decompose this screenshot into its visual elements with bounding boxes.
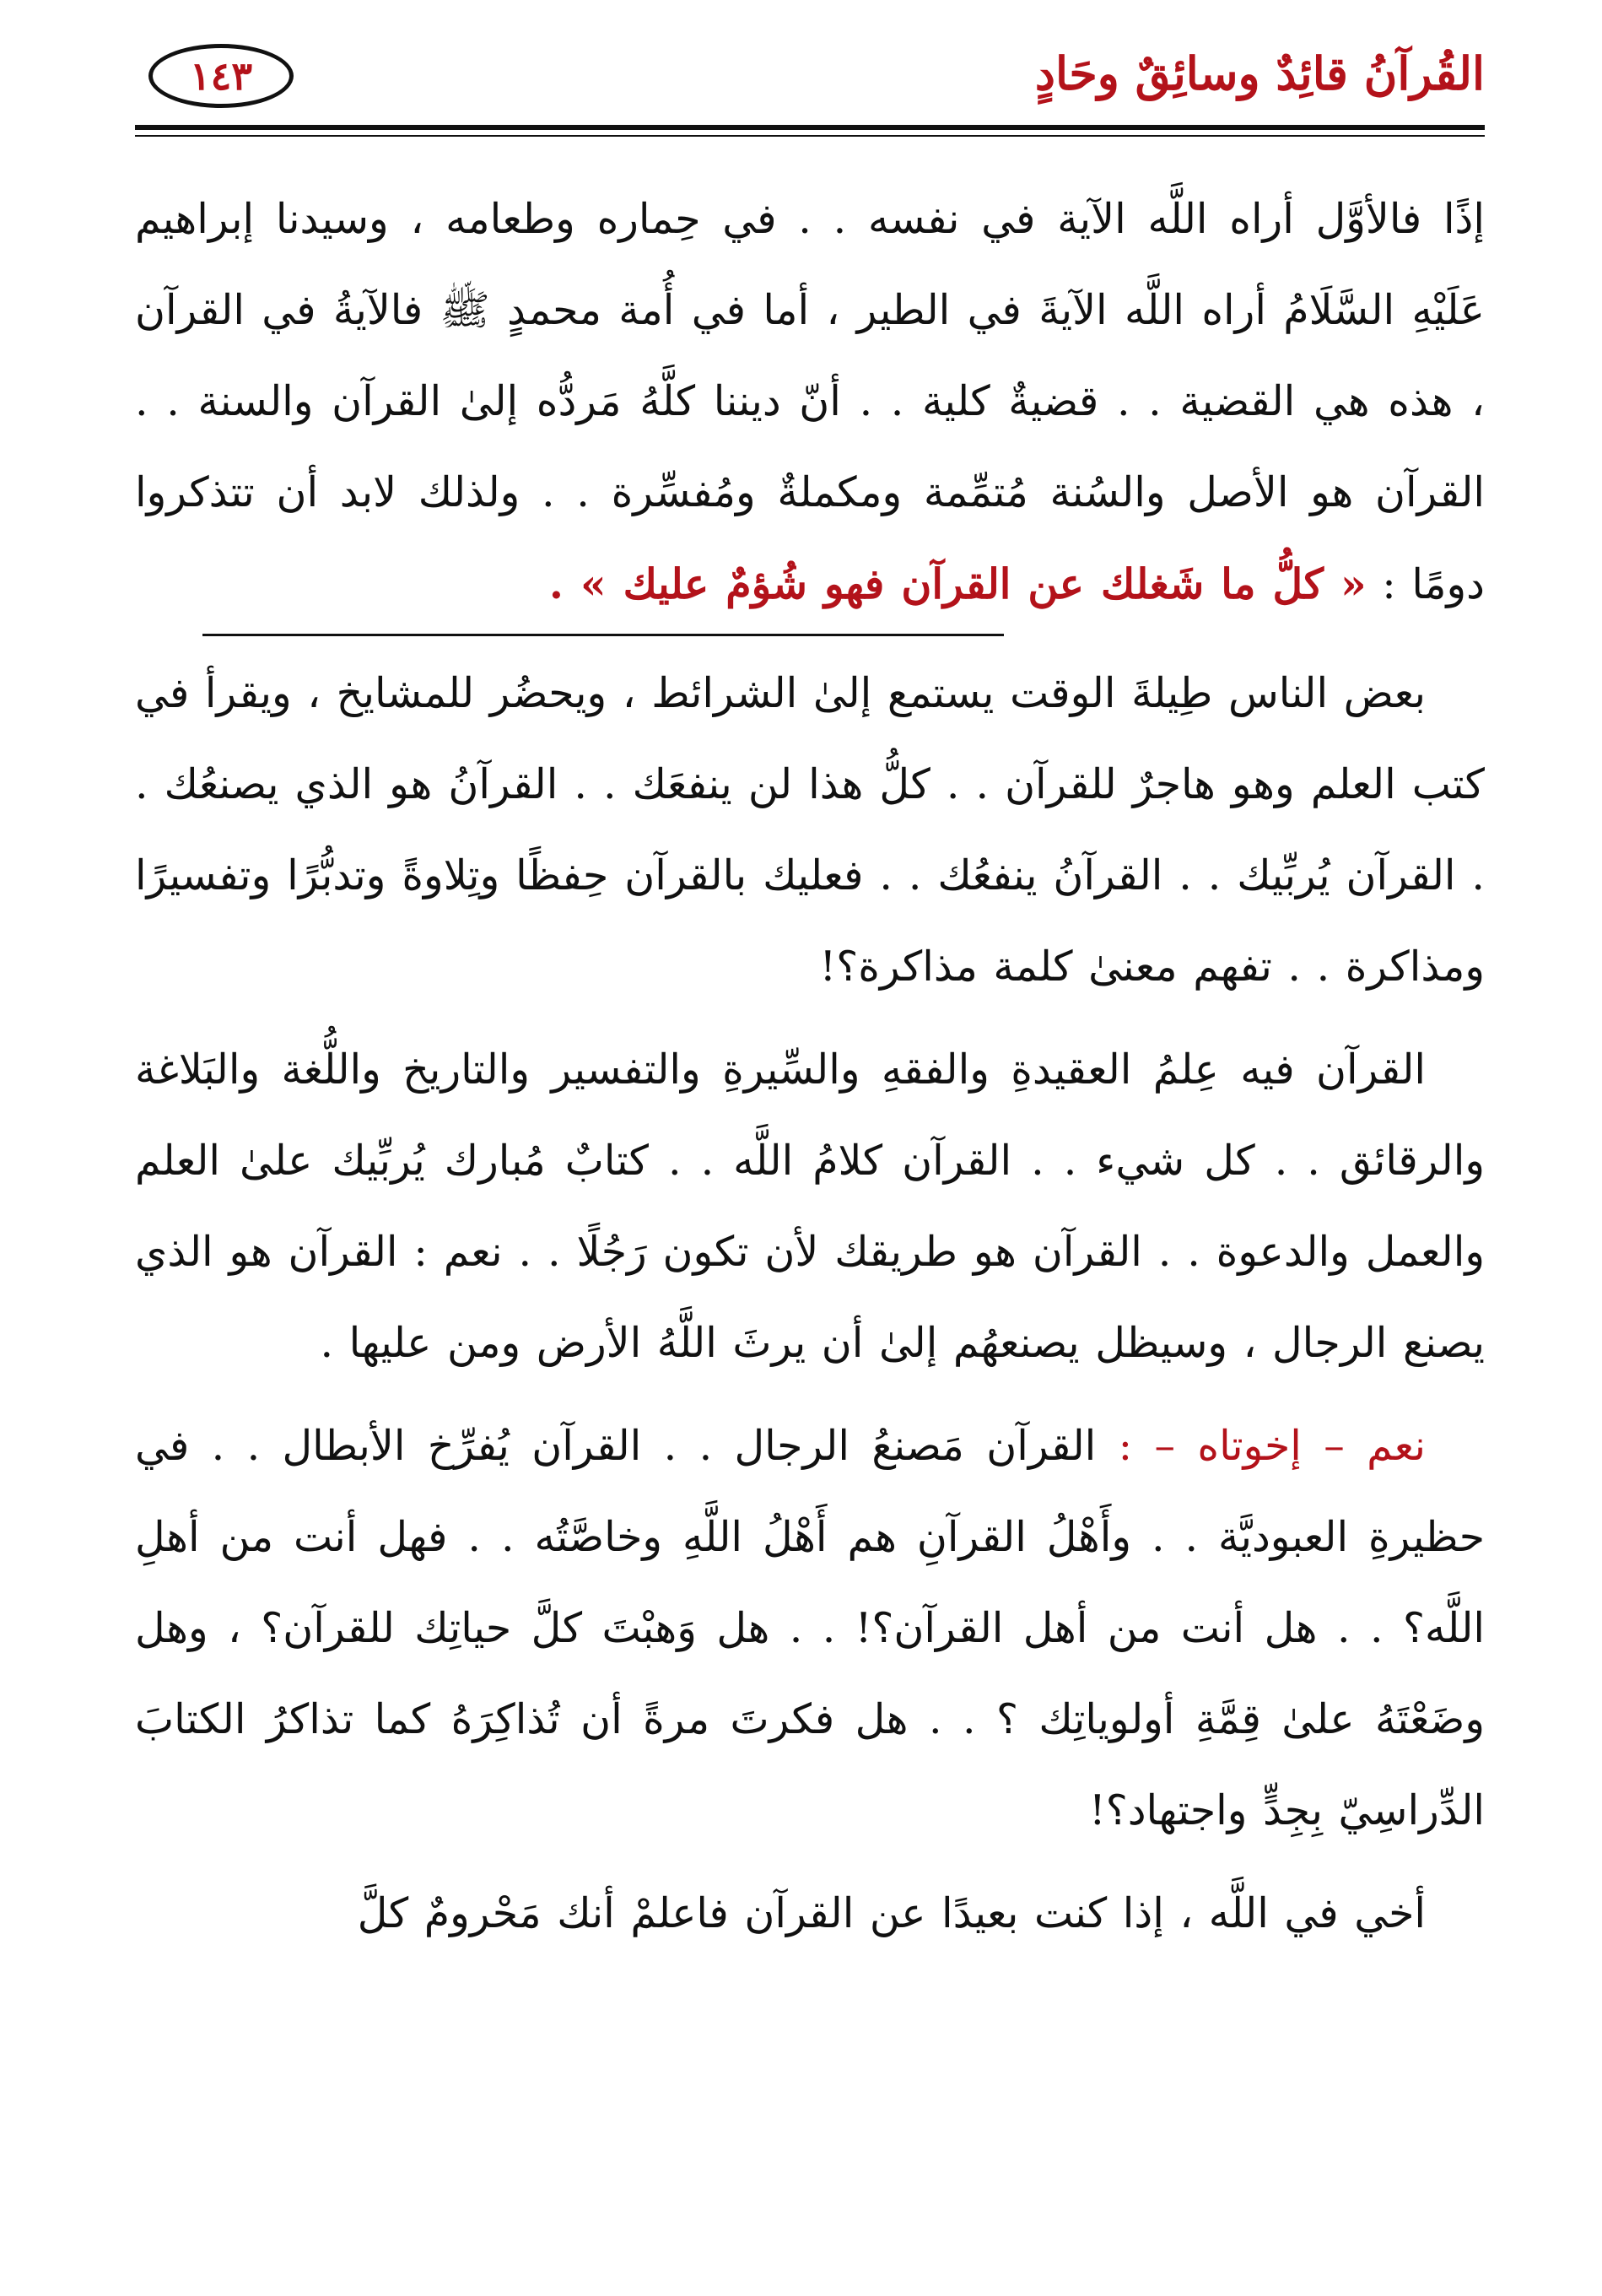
book-page: [135, 41, 1485, 2251]
paragraph-5: أخي في اللَّه ، إذا كنت بعيدًا عن القرآن فاعلمْ أنك مَحْرومٌ كلَّ: [357, 1889, 1426, 1937]
paragraph-1-text: إذًا فالأوَّل أراه اللَّه الآية في نفسه . . في حِماره وطعامه ، وسيدنا إبراهيم عَلَيْهِ السَّلَامُ أراه اللَّه الآيةَ في الطير ، أما في أُمة محمدٍ ﷺ فالآيةُ في القرآن ، هذه هي القضية . . قضيةٌ كلية . . أنّ ديننا كلَّهُ مَردُّه إلىٰ القرآن والسنة . . القرآن هو الأصل والسُنة مُتمِّمة ومكملةٌ ومُفسِّرة . . ولذلك لابد أن تتذكروا دومًا :: [135, 195, 1485, 608]
paragraph-3: القرآن فيه عِلمُ العقيدةِ والفقهِ والسِّيرةِ والتفسير والتاريخ واللُّغة والبَلاغة والرقائق . . كل شيء . . القرآن كلامُ اللَّه . . كتابٌ مُبارك يُربِّيك علىٰ العلم والعمل والدعوة . . القرآن هو طريقك لأن تكون رَجُلًا . . نعم : القرآن هو الذي يصنع الرجال ، وسيظل يصنعهُم إلىٰ أن يرثَ اللَّهُ الأرض ومن عليها .: [135, 1045, 1485, 1367]
paragraph-4-lead: نعم – إخوتاه – :: [1118, 1422, 1426, 1470]
header-rule-thick: [135, 125, 1485, 130]
header-rule-thin: [135, 135, 1485, 137]
paragraph-2: بعض الناس طِيلةَ الوقت يستمع إلىٰ الشرائط ، ويحضُر للمشايخ ، ويقرأ في كتب العلم وهو هاجرٌ للقرآن . . كلُّ هذا لن ينفعَك . . القرآنُ هو الذي يصنعُك . . القرآن يُربِّيك . . القرآنُ ينفعُك . . فعليك بالقرآن حِفظًا وتِلاوةً وتدبُّرًا وتفسيرًا ومذاكرة . . تفهم معنىٰ كلمة مذاكرة؟!: [135, 669, 1485, 991]
paragraph-gap: [135, 1856, 1485, 1868]
body-text: [135, 174, 1485, 1959]
page-number: ١٤٣: [148, 44, 294, 108]
quote-underline-wrap: [135, 630, 1485, 648]
paragraph-gap: [135, 1389, 1485, 1401]
quote-underline: [202, 634, 1004, 636]
paragraph-4-text: القرآن مَصنعُ الرجال . . القرآن يُفرِّخ الأبطال . . في حظيرةِ العبوديَّة . . وأَهْلُ القرآنِ هم أَهْلُ اللَّهِ وخاصَّتُه . . فهل أنت من أهلِ اللَّه؟ . . هل أنت من أهل القرآن؟! . . هل وَهبْتَ كلَّ حياتِك للقرآن؟ ، وهل وضَعْتَهُ علىٰ قِمَّةِ أولوياتِك ؟ . . هل فكرتَ مرةً أن تُذاكِرَهُ كما تذاكرُ الكتابَ الدِّراسِيّ بِجِدٍّ واجتهاد؟!: [135, 1422, 1485, 1834]
paragraph-gap: [135, 1013, 1485, 1024]
paragraph-1: [135, 174, 1485, 630]
highlighted-quote: « كلُّ ما شَغلك عن القرآن فهو شُؤمٌ عليك » .: [548, 559, 1367, 608]
paragraph-4: [135, 1401, 1485, 1856]
page-header: [135, 41, 1485, 129]
running-title: القُرآنُ قائِدٌ وسائِقٌ وحَادٍ: [1034, 46, 1485, 100]
